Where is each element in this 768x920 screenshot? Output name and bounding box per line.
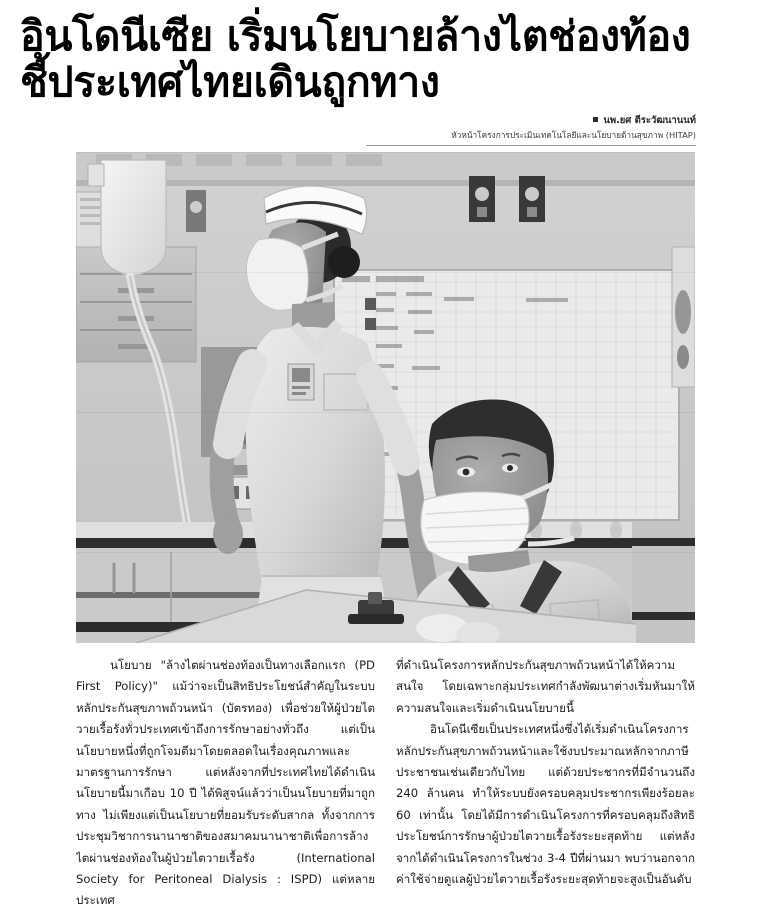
page-title — [20, 14, 750, 106]
nurse-and-patient-photo-graphic — [76, 152, 695, 643]
paragraph: นโยบาย "ล้างไตผ่านช่องท้องเป็นทางเลือกแรก (PD First Policy)" แม้ว่าจะเป็นสิทธิประโยชน์สำคัญในระบบหลักประกันสุขภาพถ้วนหน้า (บัตรทอง) เพื่อช่วยให้ผู้ป่วยไตวายเรื้อรังทั่วประเทศเข้าถึงการรักษาอย่างทั่วถึง แต่เป็นนโยบายหนึ่งที่ถูกโจมตีมาโดยตลอดในเรื่องคุณภาพและมาตรฐานการรักษา แต่หลังจากที่ประเทศไทยได้ดำเนินนโยบายนี้มาเกือบ 10 ปี ได้พิสูจน์แล้วว่าเป็นนโยบายที่มาถูกทาง ไม่เพียงแต่เป็นนโยบายที่ยอมรับระดับสากล ทั้งจากการประชุมวิชาการนานาชาติของสมาคมนานาชาติเพื่อการล้างไตผ่านช่องท้องในผู้ป่วยไตวายเรื้อรัง (International Society for Peritoneal Dialysis : ISPD) แต่หลายประเทศ — [76, 658, 375, 908]
square-bullet-icon — [593, 117, 598, 122]
body-column-right — [396, 655, 695, 917]
paragraph: อินโดนีเซียเป็นประเทศหนึ่งซึ่งได้เริ่มดำเนินโครงการหลักประกันสุขภาพถ้วนหน้าและใช้งบประมาณหลักจากภาษีประชาชนเช่นเดียวกับไทย แต่ด้วยประชากรที่มีจำนวนถึง 240 ล้านคน ทำให้ระบบยังครอบคลุมประชากรเพียงร้อยละ 60 เท่านั้น โดยได้มีการดำเนินโครงการที่ครอบคลุมถึงสิทธิประโยชน์การรักษาผู้ป่วยไตวายเรื้อรังระยะสุดท้าย แต่หลังจากได้ดำเนินโครงการในช่วง 3-4 ปีที่ผ่านมา พบว่านอกจากค่าใช้จ่ายดูแลผู้ป่วยไตวายเรื้อรังระยะสุดท้ายจะสูงเป็นอันดับ — [396, 722, 695, 887]
byline-affiliation: หัวหน้าโครงการประเมินเทคโนโลยีและนโยบายด้านสุขภาพ (HITAP) — [451, 129, 696, 140]
byline-author-name: นพ.ยศ ตีระวัฒนานนท์ — [603, 115, 696, 126]
article-body — [76, 655, 695, 917]
headline-line-2: ชี้ประเทศไทยเดินถูกทาง — [20, 57, 440, 106]
byline — [366, 114, 696, 146]
body-column-left — [76, 655, 375, 917]
article-photo — [76, 152, 695, 643]
headline-line-1: อินโดนีเซีย เริ่มนโยบายล้างไตช่องท้อง — [20, 12, 691, 60]
byline-divider — [366, 145, 696, 146]
paragraph: ที่ดำเนินโครงการหลักประกันสุขภาพถ้วนหน้าได้ให้ความสนใจ โดยเฉพาะกลุ่มประเทศกำลังพัฒนาต่างเริ่มหันมาให้ความสนใจและเริ่มดำเนินนโยบายนี้ — [396, 658, 695, 715]
byline-author-row — [366, 114, 696, 128]
